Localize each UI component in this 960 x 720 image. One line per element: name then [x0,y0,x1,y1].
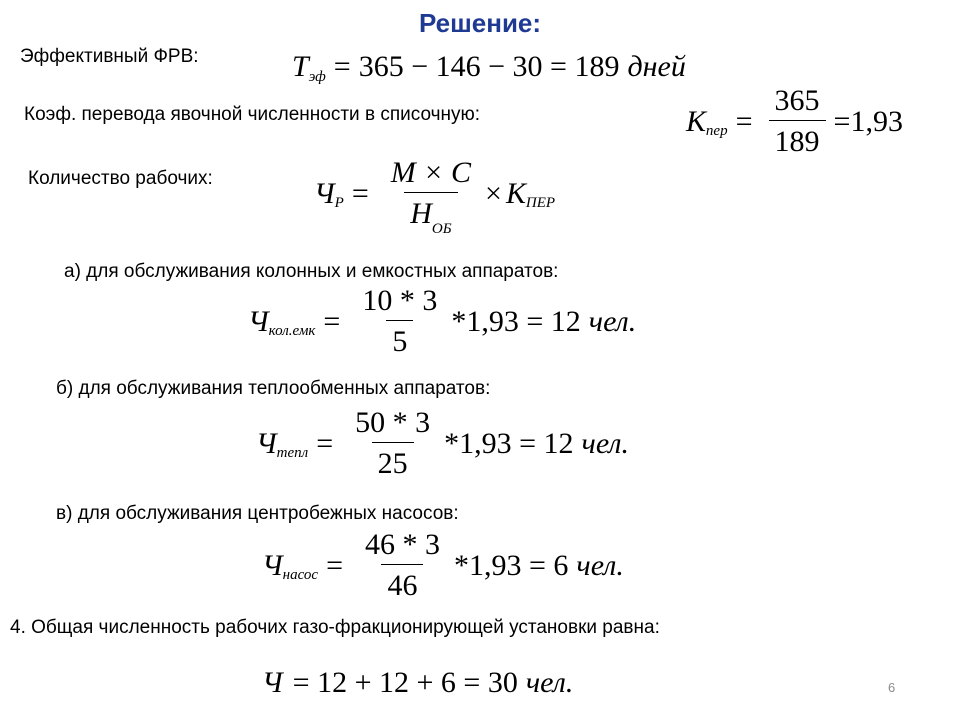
case-c-label: в) для обслуживания центробежных насосов: [56,503,459,524]
formula-subscript: насос [282,567,319,583]
workers-count-label: Количество рабочих: [28,168,213,189]
page-number: 6 [888,680,896,695]
fraction [769,86,826,157]
denominator-subscript: ОБ [431,221,452,237]
tail-subscript: ПЕР [525,195,556,211]
denominator-symbol: Н [410,197,432,230]
case-a-formula: Ч кол.емк = $\frac{10 * 3}{5}$ *1,93 = 12 чел. [248,284,637,358]
formula-unit: чел. [576,548,624,582]
formula-symbol: Ч [262,548,283,582]
fraction [356,286,443,357]
effective-frv-formula: T эф = 365 − 146 − 30 = 189 дней [292,50,686,85]
formula-unit: чел. [525,666,574,699]
formula-result: 1,93 [850,104,903,138]
case-a-label: а) для обслуживания колонных и емкостных аппаратов: [64,261,559,282]
formula-subscript: тепл [276,445,309,461]
formula-subscript: Р [334,195,344,211]
fraction-denominator: 5 [386,320,413,357]
formula-subscript: кол.емк [268,323,316,339]
formula-symbol: Ч [256,426,277,460]
fraction-denominator: 189 [769,120,826,157]
workers-count-formula: Ч Р = $\frac{M \times C}{Н_{ОБ}}$ × К ПЕР [314,156,556,237]
formula-tail: *1,93 = 6 [453,548,569,582]
formula-subscript: эф [308,68,326,85]
page-title: Решение: [418,8,542,38]
fraction-numerator: M × C [390,156,472,189]
formula-symbol: Ч [262,666,283,699]
formula-tail: *1,93 = 12 [444,426,574,460]
conversion-coef-formula: К пер = $\frac{365}{189}$ = 1,93 [686,84,903,158]
case-b-formula: Ч тепл = $\frac{50 * 3}{25}$ *1,93 = 12 чел. [256,406,630,480]
case-b-label: б) для обслуживания теплообменных аппаратов: [56,378,491,399]
fraction [349,408,436,479]
formula-symbol: Ч [248,304,269,338]
formula-symbol: К [686,104,706,138]
total-formula [262,668,573,698]
fraction-denominator: 46 [381,564,423,601]
formula-unit: чел. [588,304,637,338]
conversion-coef-label: Коэф. перевода явочной численности в списочную: [24,104,481,125]
fraction-denominator [404,192,457,237]
total-label: 4. Общая численность рабочих газо-фракционирующей установки равна: [10,617,660,638]
formula-symbol: Ч [314,176,335,210]
fraction-numerator: 50 * 3 [355,406,431,439]
tail-symbol: К [505,176,526,210]
fraction [385,156,477,237]
formula-expression: 365 − 146 − 30 = 189 [358,50,620,83]
formula-subscript: пер [705,123,728,139]
case-c-formula: Ч насос = $\frac{46 * 3}{46}$ *1,93 = 6 чел. [262,528,624,602]
effective-frv-label: Эффективный ФРВ: [20,46,199,67]
fraction-numerator: 46 * 3 [364,528,440,561]
fraction-numerator: 10 * 3 [362,284,438,317]
formula-unit: дней [627,50,686,83]
formula-tail: *1,93 = 12 [451,304,581,338]
fraction-denominator: 25 [372,442,414,479]
fraction-numerator: 365 [774,84,820,117]
formula-unit: чел. [581,426,630,460]
formula-symbol: T [292,50,309,83]
fraction [359,530,446,601]
formula-expression: = 12 + 12 + 6 = 30 [292,666,518,699]
